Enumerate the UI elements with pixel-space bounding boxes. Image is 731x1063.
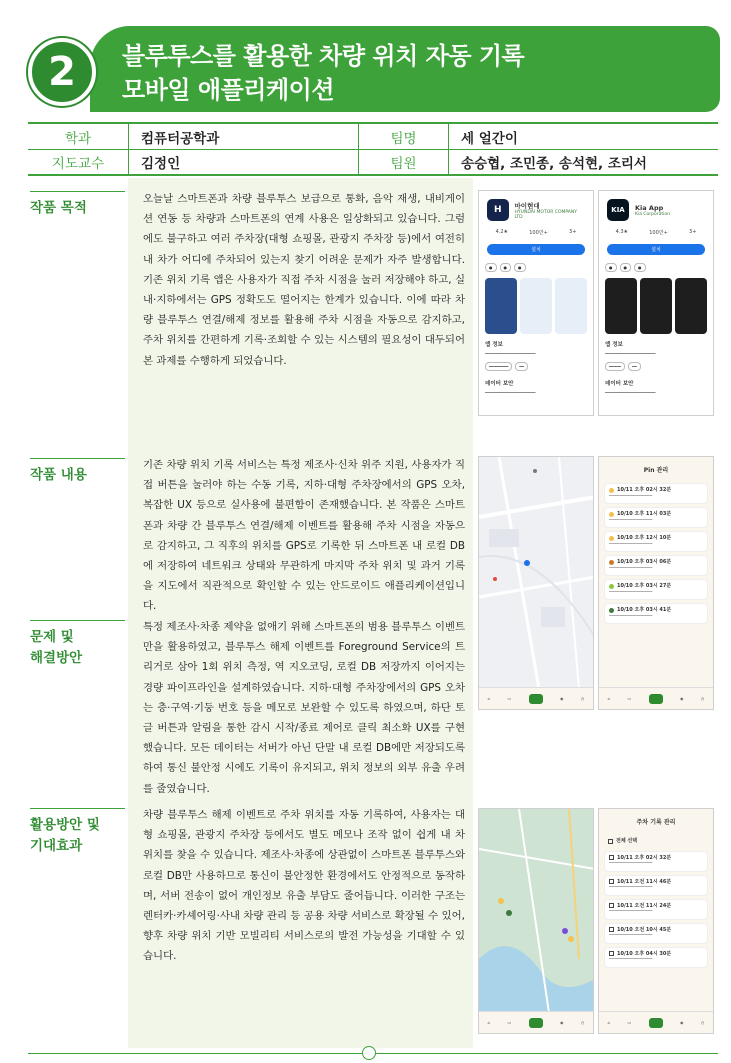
pin-address: ━━━━━━━━━━━━━━━━ xyxy=(609,517,653,523)
screenshot-pin-list xyxy=(598,456,714,710)
info-row-dept xyxy=(28,124,718,149)
screenshot-kia-app xyxy=(598,190,714,416)
preview-image xyxy=(555,278,587,334)
data-safety-text: ━━━━━━━━━━━━━━━━━━━━━ xyxy=(605,390,656,395)
history-icon[interactable]: ◷ xyxy=(700,696,705,701)
app-name: Kia App xyxy=(635,203,664,212)
map-area[interactable] xyxy=(479,457,593,687)
pin-icon[interactable]: ◉ xyxy=(679,696,684,701)
map-terrain xyxy=(479,809,594,1013)
pin-item[interactable] xyxy=(604,507,708,528)
advisor-label: 지도교수 xyxy=(51,156,105,172)
preview-images xyxy=(599,276,713,336)
pin-time: 10/11 오후 02시 32분 xyxy=(617,487,672,493)
members-value: 송승협, 조민종, 송석현, 조리서 xyxy=(448,150,718,174)
pin-time: 10/10 오후 03시 41분 xyxy=(617,607,672,613)
title-line-1: 블루투스를 활용한 차량 위치 자동 기록 xyxy=(122,42,525,70)
pin-color-icon xyxy=(609,512,614,517)
home-icon[interactable]: ⌂ xyxy=(487,1020,491,1025)
monitor-toggle-button[interactable] xyxy=(649,694,663,704)
pin-color-icon xyxy=(609,608,614,613)
data-safety-heading: 데이터 보안 xyxy=(485,381,514,387)
tag-chips: ━━━━━━━━ ━━ xyxy=(479,358,593,375)
app-info-heading: 앱 정보 xyxy=(605,342,623,348)
section-number: 2 xyxy=(28,38,96,106)
section-text-effects: 차량 블루투스 해제 이벤트로 주차 위치를 자동 기록하여, 사용자는 대형 쇼핑몰, 관광지 주차장 등에서도 별도 메모나 조작 없이 쉽게 내 차 위치를 찾을 수 있습니다. 제조사·차종에 상관없이 스마트폰 블루투스와 로컬 DB만 사용하므로 통신이 불안정한 환경에서도 안정적으로 동작하며, 서버 전송이 없어 개인정보 유출 부담도 줄어듭니다. 이러한 구조는 렌터카·카셰어링·사내 차량 관리 등 공용 차량 서비스로 확장될 수 있어, 향후 차량 위치 기반 모빌리티 서비스로의 발전 가능성을 기대할 수 있습니다. xyxy=(143,809,465,963)
home-icon[interactable]: ⌂ xyxy=(487,696,491,701)
bottom-navbar xyxy=(479,687,593,709)
checkbox-icon[interactable] xyxy=(609,879,614,884)
monitor-toggle-button[interactable] xyxy=(649,1018,663,1028)
pin-color-icon xyxy=(609,488,614,493)
app-developer: HYUNDAI MOTOR COMPANY LTD xyxy=(514,209,578,220)
app-stats: 4.2★ 100만+ 3+ xyxy=(495,229,577,236)
select-all-label: 전체 선택 xyxy=(616,838,638,844)
app-developer: Kia Corporation xyxy=(635,211,670,217)
pin-address: ━━━━━━━━━━━━━━━━ xyxy=(609,589,653,595)
checkbox-icon[interactable] xyxy=(608,839,613,844)
pin-list xyxy=(599,483,713,624)
history-icon[interactable]: ◷ xyxy=(580,696,585,701)
record-time: 10/11 오후 02시 32분 xyxy=(617,854,672,861)
pin-color-icon xyxy=(609,560,614,565)
pin-color-icon xyxy=(609,584,614,589)
data-safety-heading: 데이터 보안 xyxy=(605,381,634,387)
section-text-purpose: 오늘날 스마트폰과 차량 블루투스 보급으로 통화, 음악 재생, 내비게이션 연동 등 차량과 스마트폰의 연계 사용은 일상화되고 있습니다. 그럼에도 불구하고 여러 주차장(대형 쇼핑몰, 관광지 주차장 등)에서 여전히 내 차가 어디에 주차되어 있는지 찾기 어려운 문제가 자주 발생합니다. 기존 위치 기록 앱은 사용자가 직접 주차 시점을 눌러 저장해야 하고, 실내·지하에서는 GPS 정확도도 떨어지는 한계가 있습니다. 이에 따라 차량 블루투스 연결/해제 정보를 활용해 주차 시점을 자동으로 감지하고, 주차 위치를 간편하게 기록·조회할 수 있는 시스템의 필요성이 대두되어 본 과제를 수행하게 되었습니다. xyxy=(143,193,465,367)
bottom-navbar xyxy=(479,1011,593,1033)
members-label: 팀원 xyxy=(358,150,448,174)
record-address: ━━━━━━━━━━━━━━━━ xyxy=(609,861,653,866)
record-item[interactable] xyxy=(604,851,708,872)
record-item[interactable] xyxy=(604,875,708,896)
team-label: 팀명 xyxy=(358,124,448,149)
pin-time: 10/10 오후 12시 10분 xyxy=(617,535,672,541)
preview-image xyxy=(485,278,517,334)
pin-time: 10/10 오후 03시 27분 xyxy=(617,583,672,589)
section-text-solution: 특정 제조사·차종 제약을 없애기 위해 스마트폰의 범용 블루투스 이벤트만을 활용하였고, 블루투스 해제 이벤트를 Foreground Service의 트리거로 삼아 1회 위치 측정, 역 지오코딩, 로컬 DB 저장까지 이어지는 경량 파이프라인을 설계하였습니다. 지하·대형 주차장에서의 GPS 오차는 층·구역·기둥 번호 등을 메모로 보완할 수 있도록 하였으며, 하단 토글 버튼과 알림을 통한 감시 시작/종료 제어로 클릭 최소화 UX를 구현했습니다. 모든 데이터는 서버가 아닌 단말 내 로컬 DB에만 저장되도록 하여 통신 불안정 시에도 기록이 유지되고, 위치 정보의 외부 유출 우려를 줄였습니다. xyxy=(143,621,465,795)
history-icon[interactable]: ◷ xyxy=(700,1020,705,1025)
pin-list-title: Pin 관리 xyxy=(643,467,669,474)
dept-label: 학과 xyxy=(64,130,92,147)
pin-color-icon xyxy=(609,536,614,541)
car-icon[interactable]: ▭ xyxy=(627,1020,632,1025)
record-time: 10/10 오후 04시 30분 xyxy=(617,950,672,957)
screenshot-map-view xyxy=(478,456,594,710)
screenshot-hyundai-app xyxy=(478,190,594,416)
checkbox-icon[interactable] xyxy=(609,951,614,956)
car-icon[interactable]: ▭ xyxy=(507,1020,512,1025)
pin-time: 10/10 오후 11시 03분 xyxy=(617,511,672,517)
record-list xyxy=(599,851,713,968)
screenshot-parking-map xyxy=(478,808,594,1034)
pin-address: ━━━━━━━━━━━━━━━━ xyxy=(609,613,653,619)
record-address: ━━━━━━━━━━━━━━━━ xyxy=(609,909,653,914)
pin-address: ━━━━━━━━━━━━━━━━ xyxy=(609,565,653,571)
checkbox-icon[interactable] xyxy=(609,927,614,932)
preview-image xyxy=(675,278,707,334)
record-time: 10/11 오전 11시 24분 xyxy=(617,902,672,909)
page-marker xyxy=(362,1046,376,1060)
section-label-content: 작품 내용 xyxy=(30,458,125,486)
kia-logo-icon: KIA xyxy=(607,199,629,221)
preview-image xyxy=(520,278,552,334)
app-info-heading: 앱 정보 xyxy=(485,342,503,348)
record-time: 10/10 오전 10시 45분 xyxy=(617,926,672,933)
pin-icon[interactable]: ◉ xyxy=(679,1020,684,1025)
records-title: 주차 기록 관리 xyxy=(636,819,676,826)
preview-image xyxy=(640,278,672,334)
record-address: ━━━━━━━━━━━━━━━━ xyxy=(609,933,653,938)
record-item[interactable] xyxy=(604,899,708,920)
section-text-content: 기존 차량 위치 기록 서비스는 특정 제조사·신차 위주 지원, 사용자가 직접 버튼을 눌러야 하는 수동 기록, 지하·대형 주차장에서의 GPS 오차, 복잡한 UX 등으로 실사용에 불편함이 존재했습니다. 본 작품은 스마트폰과 차량 간 블루투스 연결/해제 이벤트를 활용해 주차 시점을 자동으로 감지하고, 그 직후의 위치를 GPS로 기록한 뒤 스마트폰 내 로컬 DB에 저장하여 네트워크 상태와 무관하게 마지막 주차 위치 및 과거 기록을 지도에서 직관적으로 확인할 수 있는 안드로이드 애플리케이션입니다. xyxy=(143,459,465,613)
info-table xyxy=(28,122,718,176)
record-item[interactable] xyxy=(604,923,708,944)
section-label-solution xyxy=(30,620,125,669)
home-icon[interactable]: ⌂ xyxy=(607,696,611,701)
pin-time: 10/10 오후 03시 06분 xyxy=(617,559,672,565)
pin-item[interactable] xyxy=(604,483,708,504)
checkbox-icon[interactable] xyxy=(609,855,614,860)
monitor-toggle-button[interactable] xyxy=(529,1018,543,1028)
app-header xyxy=(599,191,713,225)
tag-chips: ━━━━━ ━━ xyxy=(599,358,713,375)
pin-item[interactable] xyxy=(604,531,708,552)
data-safety-text: ━━━━━━━━━━━━━━━━━━━━━ xyxy=(485,390,536,395)
monitor-toggle-button[interactable] xyxy=(529,694,543,704)
section-label-purpose: 작품 목적 xyxy=(30,191,125,219)
pin-address: ━━━━━━━━━━━━━━━━ xyxy=(609,541,653,547)
section-label-effects xyxy=(30,808,125,857)
pin-address: ━━━━━━━━━━━━━━━━ xyxy=(609,493,653,499)
select-all-row[interactable] xyxy=(604,835,708,848)
pin-icon[interactable]: ◉ xyxy=(559,1020,564,1025)
preview-images xyxy=(479,276,593,336)
info-row-advisor xyxy=(28,149,718,174)
car-icon[interactable]: ▭ xyxy=(507,696,512,701)
home-icon[interactable]: ⌂ xyxy=(607,1020,611,1025)
car-icon[interactable]: ▭ xyxy=(627,696,632,701)
screenshot-parking-records xyxy=(598,808,714,1034)
checkbox-icon[interactable] xyxy=(609,903,614,908)
app-stats: 4.3★ 100만+ 3+ xyxy=(615,229,697,236)
device-chips: ● ● ● xyxy=(479,259,593,276)
app-name: 마이현대 xyxy=(514,201,540,210)
section-label-effects-line1: 활용방안 및 xyxy=(30,817,100,833)
history-icon[interactable]: ◷ xyxy=(580,1020,585,1025)
title-line-2: 모바일 애플리케이션 xyxy=(122,76,335,104)
app-info-text: ━━━━━━━━━━━━━━━━━━━━━ xyxy=(485,351,536,356)
pin-item[interactable] xyxy=(604,555,708,576)
record-address: ━━━━━━━━━━━━━━━━ xyxy=(609,885,653,890)
advisor-value: 김정인 xyxy=(128,150,358,174)
pin-icon[interactable]: ◉ xyxy=(559,696,564,701)
record-address: ━━━━━━━━━━━━━━━━ xyxy=(609,957,653,962)
app-info-text: ━━━━━━━━━━━━━━━━━━━━━ xyxy=(605,351,656,356)
section-label-effects-line2: 기대효과 xyxy=(30,838,83,854)
section-label-solution-line2: 해결방안 xyxy=(30,650,83,666)
title-banner xyxy=(22,24,722,114)
hyundai-logo-icon: H xyxy=(487,199,509,221)
record-item[interactable] xyxy=(604,947,708,968)
map-roads xyxy=(479,457,594,689)
pin-item[interactable] xyxy=(604,603,708,624)
bottom-navbar xyxy=(599,1011,713,1033)
install-button[interactable]: 설치 xyxy=(607,244,705,255)
record-time: 10/11 오전 11시 46분 xyxy=(617,878,672,885)
bottom-navbar xyxy=(599,687,713,709)
pin-item[interactable] xyxy=(604,579,708,600)
app-header xyxy=(479,191,593,225)
preview-image xyxy=(605,278,637,334)
device-chips: ● ● ● xyxy=(599,259,713,276)
map-area[interactable] xyxy=(479,809,593,1011)
section-label-solution-line1: 문제 및 xyxy=(30,629,74,645)
team-value: 세 얼간이 xyxy=(448,124,718,149)
dept-value: 컴퓨터공학과 xyxy=(128,124,358,149)
install-button[interactable]: 설치 xyxy=(487,244,585,255)
